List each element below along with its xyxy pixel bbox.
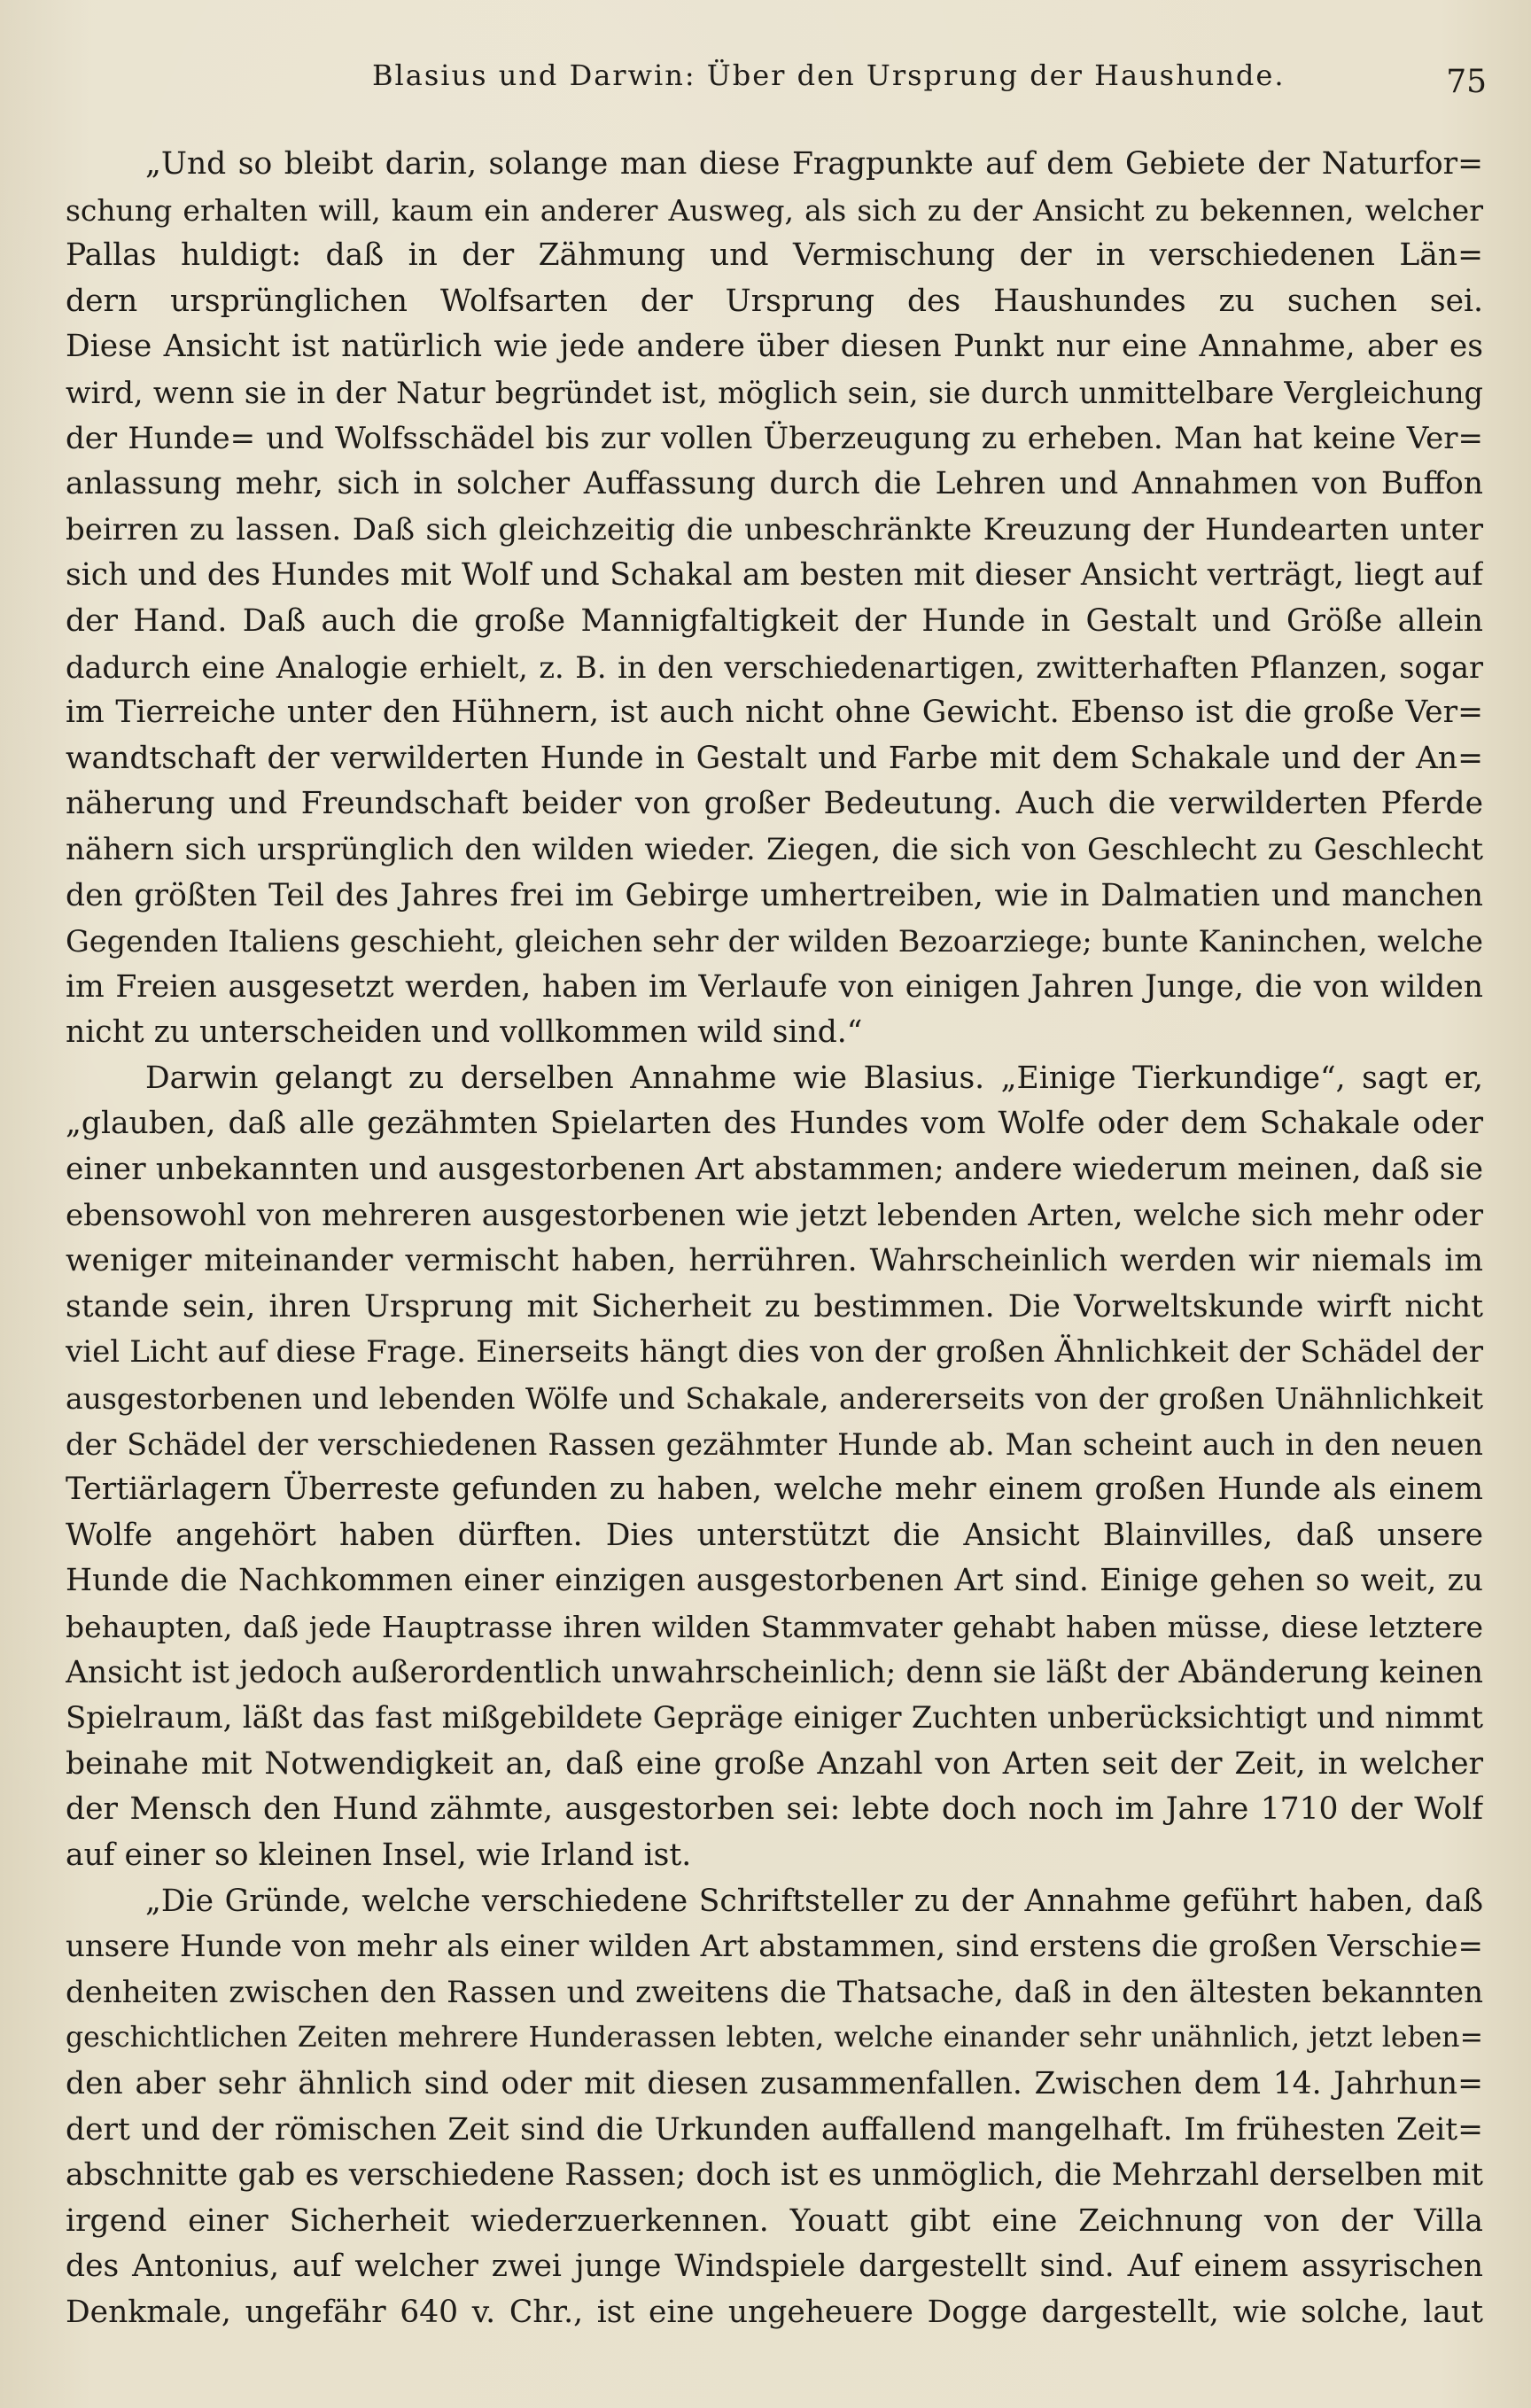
page-number: 75 [1446, 64, 1487, 100]
text-line: Tertiärlagern Überreste gefunden zu haben, welche mehr einem großen Hunde als einem [66, 1472, 1483, 1508]
text-line: im Freien ausgesetzt werden, haben im Verlaufe von einigen Jahren Junge, die von wilden [66, 968, 1483, 1005]
text-line: im Tierreiche unter den Hühnern, ist auch nicht ohne Gewicht. Ebenso ist die große Ver= [66, 695, 1483, 731]
body-text [66, 142, 1483, 2336]
text-line: Wolfe angehört haben dürften. Dies unterstützt die Ansicht Blainvilles, daß unsere [66, 1517, 1483, 1553]
text-line: Hunde die Nachkommen einer einzigen ausgestorbenen Art sind. Einige gehen so weit, zu [66, 1563, 1483, 1599]
text-line: wandtschaft der verwilderten Hunde in Gestalt und Farbe mit dem Schakale und der An= [66, 740, 1483, 776]
text-line: irgend einer Sicherheit wiederzuerkennen. Youatt gibt eine Zeichnung von der Villa [66, 2202, 1483, 2239]
text-line: stande sein, ihren Ursprung mit Sicherheit zu bestimmen. Die Vorweltskunde wirft nicht [66, 1288, 1483, 1324]
text-line: nicht zu unterscheiden und vollkommen wild sind.“ [66, 1014, 863, 1051]
text-line: unsere Hunde von mehr als einer wilden Art abstammen, sind erstens die großen Verschie= [66, 1929, 1483, 1965]
text-line: auf einer so kleinen Insel, wie Irland ist. [66, 1837, 692, 1873]
text-line: weniger miteinander vermischt haben, herrühren. Wahrscheinlich werden wir niemals im [66, 1243, 1483, 1279]
text-line: „glauben, daß alle gezähmten Spielarten des Hundes vom Wolfe oder dem Schakale oder [66, 1106, 1483, 1142]
text-line: ausgestorbenen und lebenden Wölfe und Schakale, andererseits von der großen Unähnlichkeit [66, 1381, 1483, 1417]
text-line: Pallas huldigt: daß in der Zähmung und Vermischung der in verschiedenen Län= [66, 237, 1483, 274]
text-line: des Antonius, auf welcher zwei junge Windspiele dargestellt sind. Auf einem assyrischen [66, 2249, 1483, 2285]
text-line: sich und des Hundes mit Wolf und Schakal am besten mit dieser Ansicht verträgt, liegt auf [66, 557, 1483, 594]
text-line: viel Licht auf diese Frage. Einerseits hängt dies von der großen Ähnlichkeit der Schädel der [66, 1334, 1483, 1371]
text-line: abschnitte gab es verschiedene Rassen; doch ist es unmöglich, die Mehrzahl derselben mit [66, 2157, 1483, 2194]
text-line: geschichtlichen Zeiten mehrere Hunderassen lebten, welche einander sehr unähnlich, jetzt leben= [66, 2022, 1483, 2055]
text-line: ebensowohl von mehreren ausgestorbenen wie jetzt lebenden Arten, welche sich mehr oder [66, 1197, 1483, 1233]
text-line: beirren zu lassen. Daß sich gleichzeitig die unbeschränkte Kreuzung der Hundearten unter [66, 511, 1483, 548]
text-line: dert und der römischen Zeit sind die Urkunden auffallend mangelhaft. Im frühesten Zeit= [66, 2111, 1483, 2148]
text-line: der Hunde= und Wolfsschädel bis zur vollen Überzeugung zu erheben. Man hat keine Ver= [66, 420, 1483, 456]
text-line: wird, wenn sie in der Natur begründet ist, möglich sein, sie durch unmittelbare Vergleichung [66, 375, 1483, 410]
text-line: den aber sehr ähnlich sind oder mit diesen zusammenfallen. Zwischen dem 14. Jahrhun= [66, 2065, 1483, 2101]
text-line: denheiten zwischen den Rassen und zweitens die Thatsache, daß in den ältesten bekannten [66, 1974, 1483, 2010]
text-line: Diese Ansicht ist natürlich wie jede andere über diesen Punkt nur eine Annahme, aber es [66, 329, 1483, 365]
text-line: „Die Gründe, welche verschiedene Schriftsteller zu der Annahme geführt haben, daß [145, 1883, 1483, 1919]
text-line: Darwin gelangt zu derselben Annahme wie Blasius. „Einige Tierkundige“, sagt er, [145, 1060, 1483, 1096]
text-line: Spielraum, läßt das fast mißgebildete Gepräge einiger Zuchten unberücksichtigt und nimmt [66, 1700, 1483, 1736]
text-line: Gegenden Italiens geschieht, gleichen sehr der wilden Bezoarziege; bunte Kaninchen, welche [66, 924, 1483, 959]
text-line: näherung und Freundschaft beider von großer Bedeutung. Auch die verwilderten Pferde [66, 786, 1483, 822]
running-head: Blasius und Darwin: Über den Ursprung der Haushunde. [372, 58, 1286, 92]
text-line: dern ursprünglichen Wolfsarten der Ursprung des Haushundes zu suchen sei. [66, 283, 1483, 319]
text-line: einer unbekannten und ausgestorbenen Art abstammen; andere wiederum meinen, daß sie [66, 1152, 1483, 1188]
text-line: Ansicht ist jedoch außerordentlich unwahrscheinlich; denn sie läßt der Abänderung keinen [66, 1654, 1483, 1690]
text-line: dadurch eine Analogie erhielt, z. B. in den verschiedenartigen, zwitterhaften Pflanzen, sogar [66, 649, 1483, 685]
text-line: „Und so bleibt darin, solange man diese Fragpunkte auf dem Gebiete der Naturfor= [145, 146, 1483, 182]
text-line: anlassung mehr, sich in solcher Auffassung durch die Lehren und Annahmen von Buffon [66, 466, 1483, 502]
text-line: behaupten, daß jede Hauptrasse ihren wilden Stammvater gehabt haben müsse, diese letztere [66, 1610, 1483, 1644]
text-line: der Hand. Daß auch die große Mannigfaltigkeit der Hunde in Gestalt und Größe allein [66, 602, 1483, 639]
text-line: der Mensch den Hund zähmte, ausgestorben sei: lebte doch noch im Jahre 1710 der Wolf [66, 1791, 1483, 1828]
text-line: beinahe mit Notwendigkeit an, daß eine große Anzahl von Arten seit der Zeit, in welcher [66, 1745, 1483, 1782]
text-line: den größten Teil des Jahres frei im Gebirge umhertreiben, wie in Dalmatien und manchen [66, 877, 1483, 913]
text-line: schung erhalten will, kaum ein anderer Ausweg, als sich zu der Ansicht zu bekennen, welcher [66, 192, 1483, 228]
text-line: Denkmale, ungefähr 640 v. Chr., ist eine ungeheuere Dogge dargestellt, wie solche, laut [66, 2294, 1483, 2330]
text-line: nähern sich ursprünglich den wilden wieder. Ziegen, die sich von Geschlecht zu Geschlecht [66, 831, 1483, 867]
text-line: der Schädel der verschiedenen Rassen gezähmter Hunde ab. Man scheint auch in den neuen [66, 1426, 1483, 1462]
